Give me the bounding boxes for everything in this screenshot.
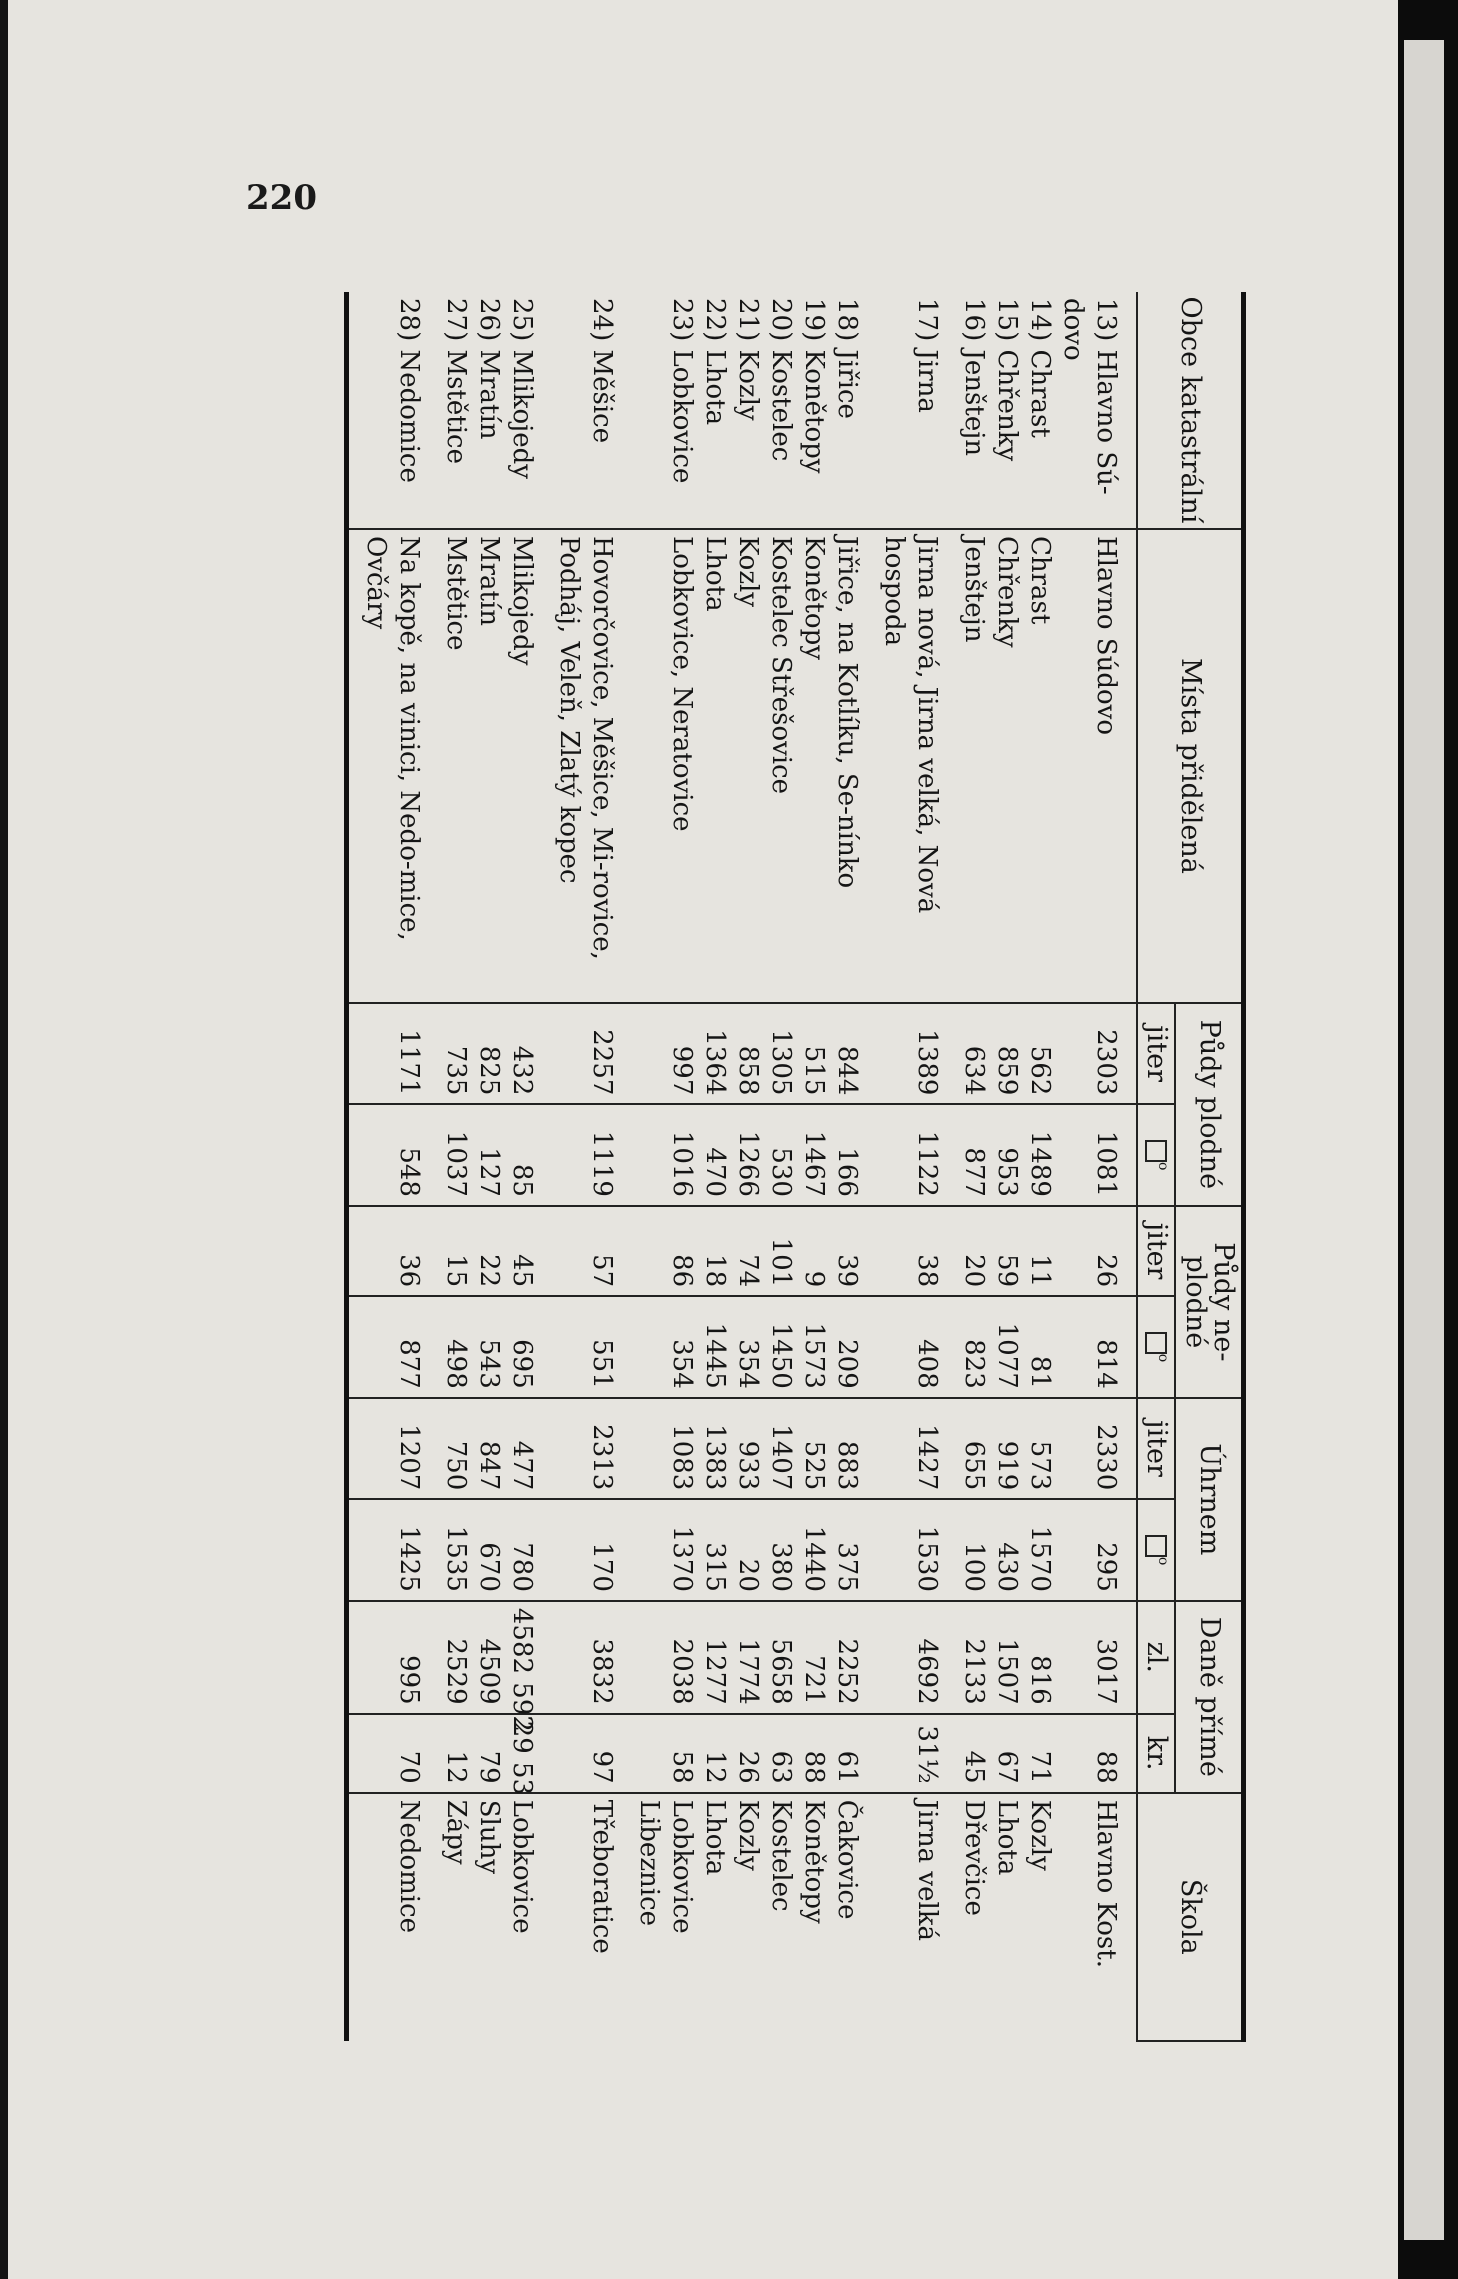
dane-zl: 1774 — [731, 1601, 764, 1714]
pudy-plodne-jiter: 515 — [797, 1003, 830, 1105]
header-obce: Obce katastrální — [1137, 292, 1244, 529]
header-row — [1175, 292, 1243, 2041]
dane-zl: 995 — [346, 1601, 439, 1714]
header-dane: Daně přímé — [1175, 1601, 1243, 1793]
dane-zl: 1507 — [990, 1601, 1023, 1714]
skola-cell: Lhota — [698, 1793, 731, 2041]
pudy-neplodne-sahy: 1445 — [698, 1296, 731, 1398]
dane-zl — [632, 1601, 665, 1714]
header-skola: Škola — [1137, 1793, 1244, 2041]
pudy-plodne-sahy: 1489 — [1023, 1104, 1056, 1206]
misto-cell: Hovorčovice, Měšice, Mi-rovice, Podháj, Veleň, Zlatý kopec — [552, 529, 632, 1003]
misto-cell: Konětopy — [797, 529, 830, 1003]
obec-cell: 21) Kozly — [732, 298, 763, 421]
pudy-neplodne-jiter: 9 — [797, 1206, 830, 1296]
subheader-jiter: jiter — [1137, 1003, 1175, 1105]
skola-cell: Kostelec — [764, 1793, 797, 2041]
misto-cell: Mratín — [472, 529, 505, 1003]
dane-zl: 2133 — [957, 1601, 990, 1714]
pudy-neplodne-sahy: 1077 — [990, 1296, 1023, 1398]
pudy-neplodne-sahy: 543 — [472, 1296, 505, 1398]
pudy-plodne-jiter: 859 — [990, 1003, 1023, 1105]
uhrnem-sahy: 1370 — [665, 1499, 698, 1601]
uhrnem-jiter: 1383 — [698, 1398, 731, 1500]
skola-cell: Sluhy — [472, 1793, 505, 2041]
table-row — [990, 292, 1023, 2041]
uhrnem-jiter: 1407 — [764, 1398, 797, 1500]
pudy-neplodne-sahy: 695 — [505, 1296, 552, 1398]
skola-cell: Kozly — [731, 1793, 764, 2041]
table-row — [764, 292, 797, 2041]
obec-cell: 19) Konětopy — [798, 298, 829, 474]
obec-cell: 14) Chrast — [1024, 298, 1055, 438]
uhrnem-sahy: 100 — [957, 1499, 990, 1601]
obec-cell: 16) Jenštejn — [958, 298, 989, 457]
page-number: 220 — [246, 178, 317, 218]
skola-cell: Lhota — [990, 1793, 1023, 2041]
obec-cell: 26) Mratín — [473, 298, 504, 440]
uhrnem-sahy: 1425 — [346, 1499, 439, 1601]
pudy-plodne-jiter: 844 — [830, 1003, 877, 1105]
obec-cell: 20) Kostelec — [765, 298, 796, 462]
pudy-plodne-sahy: 548 — [346, 1104, 439, 1206]
uhrnem-sahy: 170 — [552, 1499, 632, 1601]
pudy-plodne-jiter: 1389 — [877, 1003, 957, 1105]
uhrnem-jiter: 883 — [830, 1398, 877, 1500]
obec-cell: 27) Mstětice — [440, 298, 471, 465]
table-row — [632, 292, 665, 2041]
pudy-neplodne-jiter: 15 — [439, 1206, 472, 1296]
pudy-plodne-sahy: 166 — [830, 1104, 877, 1206]
pudy-plodne-jiter: 997 — [665, 1003, 698, 1105]
pudy-neplodne-jiter: 18 — [698, 1206, 731, 1296]
pudy-neplodne-sahy: 209 — [830, 1296, 877, 1398]
table-row — [797, 292, 830, 2041]
pudy-neplodne-jiter: 74 — [731, 1206, 764, 1296]
dane-kr: 88 — [797, 1714, 830, 1793]
misto-cell: Na kopě, na vinici, Nedo-mice, Ovčáry — [346, 529, 439, 1003]
pudy-plodne-jiter: 858 — [731, 1003, 764, 1105]
misto-cell: Kostelec Střešovice — [764, 529, 797, 1003]
pudy-plodne-sahy: 877 — [957, 1104, 990, 1206]
obec-cell: 22) Lhota — [699, 298, 730, 426]
pudy-plodne-sahy: 1016 — [665, 1104, 698, 1206]
pudy-plodne-sahy: 1037 — [439, 1104, 472, 1206]
header-pudy-neplodne: Půdy ne-plodné — [1175, 1206, 1243, 1398]
pudy-neplodne-jiter: 86 — [665, 1206, 698, 1296]
uhrnem-jiter: 655 — [957, 1398, 990, 1500]
pudy-neplodne-jiter: 20 — [957, 1206, 990, 1296]
pudy-neplodne-sahy: 498 — [439, 1296, 472, 1398]
pudy-plodne-sahy: 1122 — [877, 1104, 957, 1206]
pudy-neplodne-jiter — [632, 1206, 665, 1296]
subheader-jiter: jiter — [1137, 1398, 1175, 1500]
dane-zl: 4509 — [472, 1601, 505, 1714]
uhrnem-sahy: 1570 — [1023, 1499, 1056, 1601]
pudy-plodne-jiter — [632, 1003, 665, 1105]
pudy-neplodne-sahy — [632, 1296, 665, 1398]
skola-cell: Konětopy — [797, 1793, 830, 2041]
dane-kr: 79 — [472, 1714, 505, 1793]
obec-cell — [632, 292, 665, 529]
dane-zl: 3832 — [552, 1601, 632, 1714]
pudy-neplodne-sahy: 823 — [957, 1296, 990, 1398]
uhrnem-jiter: 919 — [990, 1398, 1023, 1500]
skola-cell: Lobkovice — [665, 1793, 698, 2041]
pudy-plodne-jiter: 2303 — [1056, 1003, 1137, 1105]
pudy-neplodne-jiter: 26 — [1056, 1206, 1137, 1296]
uhrnem-sahy: 780 — [505, 1499, 552, 1601]
uhrnem-jiter: 573 — [1023, 1398, 1056, 1500]
uhrnem-sahy: 670 — [472, 1499, 505, 1601]
pudy-neplodne-sahy: 408 — [877, 1296, 957, 1398]
square-fathom-icon: o — [1137, 1296, 1175, 1398]
uhrnem-jiter: 525 — [797, 1398, 830, 1500]
obec-cell: 24) Měšice — [586, 298, 617, 444]
uhrnem-sahy: 315 — [698, 1499, 731, 1601]
pudy-neplodne-jiter: 59 — [990, 1206, 1023, 1296]
uhrnem-sahy — [632, 1499, 665, 1601]
uhrnem-jiter: 933 — [731, 1398, 764, 1500]
dane-kr — [632, 1714, 665, 1793]
table-row — [731, 292, 764, 2041]
dane-kr: 12 — [698, 1714, 731, 1793]
uhrnem-jiter: 2313 — [552, 1398, 632, 1500]
dane-kr: 67 — [990, 1714, 1023, 1793]
uhrnem-sahy: 295 — [1056, 1499, 1137, 1601]
pudy-neplodne-sahy: 1573 — [797, 1296, 830, 1398]
dane-kr: 61 — [830, 1714, 877, 1793]
uhrnem-jiter: 1427 — [877, 1398, 957, 1500]
dane-kr: 29 53 — [505, 1714, 552, 1793]
pudy-plodne-sahy — [632, 1104, 665, 1206]
header-pudy-plodne: Půdy plodné — [1175, 1003, 1243, 1206]
obec-cell: 15) Chřenky — [991, 298, 1022, 462]
dane-kr: 45 — [957, 1714, 990, 1793]
pudy-neplodne-jiter: 57 — [552, 1206, 632, 1296]
pudy-neplodne-sahy: 354 — [731, 1296, 764, 1398]
pudy-neplodne-jiter: 38 — [877, 1206, 957, 1296]
pudy-plodne-jiter: 735 — [439, 1003, 472, 1105]
table-row — [877, 292, 957, 2041]
pudy-plodne-jiter: 634 — [957, 1003, 990, 1105]
header-mista: Místa přidělená — [1137, 529, 1244, 1003]
dane-kr: 26 — [731, 1714, 764, 1793]
pudy-plodne-jiter: 562 — [1023, 1003, 1056, 1105]
obec-cell: 28) Nedomice — [346, 292, 439, 529]
obec-cell: 17) Jirna — [911, 298, 942, 413]
uhrnem-sahy: 1535 — [439, 1499, 472, 1601]
dane-kr: 58 — [665, 1714, 698, 1793]
pudy-plodne-sahy: 953 — [990, 1104, 1023, 1206]
pudy-plodne-jiter: 1305 — [764, 1003, 797, 1105]
table-row — [830, 292, 877, 2041]
dane-zl: 721 — [797, 1601, 830, 1714]
pudy-plodne-jiter: 2257 — [552, 1003, 632, 1105]
table-row — [957, 292, 990, 2041]
uhrnem-sahy: 380 — [764, 1499, 797, 1601]
header-uhrnem: Úhrnem — [1175, 1398, 1243, 1601]
pudy-neplodne-jiter: 36 — [346, 1206, 439, 1296]
misto-cell: Kozly — [731, 529, 764, 1003]
uhrnem-jiter: 2330 — [1056, 1398, 1137, 1500]
dane-zl: 1277 — [698, 1601, 731, 1714]
uhrnem-jiter: 750 — [439, 1398, 472, 1500]
uhrnem-jiter: 1207 — [346, 1398, 439, 1500]
table-row — [665, 292, 698, 2041]
table-row — [439, 292, 472, 2041]
skola-cell: Lobkovice — [505, 1793, 552, 2041]
misto-cell: Chrast — [1023, 529, 1056, 1003]
pudy-neplodne-sahy: 877 — [346, 1296, 439, 1398]
skola-cell: Zápy — [439, 1793, 472, 2041]
square-fathom-icon: o — [1137, 1104, 1175, 1206]
pudy-neplodne-jiter: 22 — [472, 1206, 505, 1296]
subheader-kr: kr. — [1137, 1714, 1175, 1793]
table-row — [505, 292, 552, 2041]
adjacent-page — [1404, 40, 1444, 2240]
skola-cell: Nedomice — [346, 1793, 439, 2041]
misto-cell: Jenštejn — [957, 529, 990, 1003]
pudy-neplodne-jiter: 39 — [830, 1206, 877, 1296]
pudy-plodne-sahy: 127 — [472, 1104, 505, 1206]
dane-kr: 31½ — [877, 1714, 957, 1793]
pudy-neplodne-sahy: 354 — [665, 1296, 698, 1398]
pudy-plodne-sahy: 1467 — [797, 1104, 830, 1206]
pudy-plodne-sahy: 1081 — [1056, 1104, 1137, 1206]
subheader-zl: zl. — [1137, 1601, 1175, 1714]
uhrnem-sahy: 20 — [731, 1499, 764, 1601]
uhrnem-sahy: 375 — [830, 1499, 877, 1601]
uhrnem-sahy: 1440 — [797, 1499, 830, 1601]
dane-zl: 4582 592 — [505, 1601, 552, 1714]
pudy-neplodne-jiter: 101 — [764, 1206, 797, 1296]
skola-cell: Dřevčice — [957, 1793, 990, 2041]
dane-zl: 5658 — [764, 1601, 797, 1714]
dane-zl: 2038 — [665, 1601, 698, 1714]
dane-kr: 97 — [552, 1714, 632, 1793]
table-row — [472, 292, 505, 2041]
pudy-neplodne-sahy: 814 — [1056, 1296, 1137, 1398]
misto-cell: Lobkovice, Neratovice — [665, 529, 698, 1003]
skola-cell: Kozly — [1023, 1793, 1056, 2041]
misto-cell — [632, 529, 665, 1003]
obec-cell: 23) Lobkovice — [666, 298, 697, 484]
pudy-plodne-sahy: 1266 — [731, 1104, 764, 1206]
table-rotated-container — [266, 292, 1246, 2042]
misto-cell: Chřenky — [990, 529, 1023, 1003]
pudy-plodne-jiter: 825 — [472, 1003, 505, 1105]
table-row — [1056, 292, 1137, 2041]
subheader-jiter: jiter — [1137, 1206, 1175, 1296]
misto-cell: Jiřice, na Kotlíku, Se-nínko — [830, 529, 877, 1003]
uhrnem-sahy: 1530 — [877, 1499, 957, 1601]
dane-zl: 2529 — [439, 1601, 472, 1714]
dane-kr: 88 — [1056, 1714, 1137, 1793]
obec-cell: 25) Mlikojedy — [506, 298, 537, 479]
obec-cell: 13) Hlavno Sú-dovo — [1057, 298, 1121, 495]
table-row — [1023, 292, 1056, 2041]
uhrnem-sahy: 430 — [990, 1499, 1023, 1601]
uhrnem-jiter — [632, 1398, 665, 1500]
uhrnem-jiter: 1083 — [665, 1398, 698, 1500]
pudy-neplodne-sahy: 81 — [1023, 1296, 1056, 1398]
pudy-neplodne-sahy: 1450 — [764, 1296, 797, 1398]
skola-cell: Libeznice — [632, 1793, 665, 2041]
table-row — [346, 292, 439, 2041]
dane-kr: 71 — [1023, 1714, 1056, 1793]
skola-cell: Čakovice — [830, 1793, 877, 2041]
skola-cell: Hlavno Kost. — [1056, 1793, 1137, 2041]
pudy-plodne-sahy: 85 — [505, 1104, 552, 1206]
cadastral-table — [344, 292, 1246, 2042]
pudy-neplodne-jiter: 45 — [505, 1206, 552, 1296]
table-row — [698, 292, 731, 2041]
pudy-neplodne-sahy: 551 — [552, 1296, 632, 1398]
obec-cell: 18) Jiřice — [831, 298, 862, 419]
dane-kr: 12 — [439, 1714, 472, 1793]
misto-cell: Lhota — [698, 529, 731, 1003]
misto-cell: Mstětice — [439, 529, 472, 1003]
skola-cell: Jirna velká — [877, 1793, 957, 2041]
pudy-plodne-sahy: 1119 — [552, 1104, 632, 1206]
pudy-plodne-jiter: 1364 — [698, 1003, 731, 1105]
pudy-plodne-sahy: 530 — [764, 1104, 797, 1206]
book-page — [8, 0, 1398, 2279]
uhrnem-jiter: 477 — [505, 1398, 552, 1500]
pudy-plodne-sahy: 470 — [698, 1104, 731, 1206]
table-row — [552, 292, 632, 2041]
uhrnem-jiter: 847 — [472, 1398, 505, 1500]
dane-zl: 3017 — [1056, 1601, 1137, 1714]
square-fathom-icon: o — [1137, 1499, 1175, 1601]
pudy-plodne-jiter: 1171 — [346, 1003, 439, 1105]
pudy-plodne-jiter: 432 — [505, 1003, 552, 1105]
misto-cell: Jirna nová, Jirna velká, Nová hospoda — [877, 529, 957, 1003]
misto-cell: Hlavno Súdovo — [1056, 529, 1137, 1003]
pudy-neplodne-jiter: 11 — [1023, 1206, 1056, 1296]
dane-zl: 816 — [1023, 1601, 1056, 1714]
skola-cell: Třeboratice — [552, 1793, 632, 2041]
table-body — [346, 292, 1137, 2041]
misto-cell: Mlikojedy — [505, 529, 552, 1003]
dane-zl: 2252 — [830, 1601, 877, 1714]
dane-kr: 70 — [346, 1714, 439, 1793]
dane-kr: 63 — [764, 1714, 797, 1793]
dane-zl: 4692 — [877, 1601, 957, 1714]
